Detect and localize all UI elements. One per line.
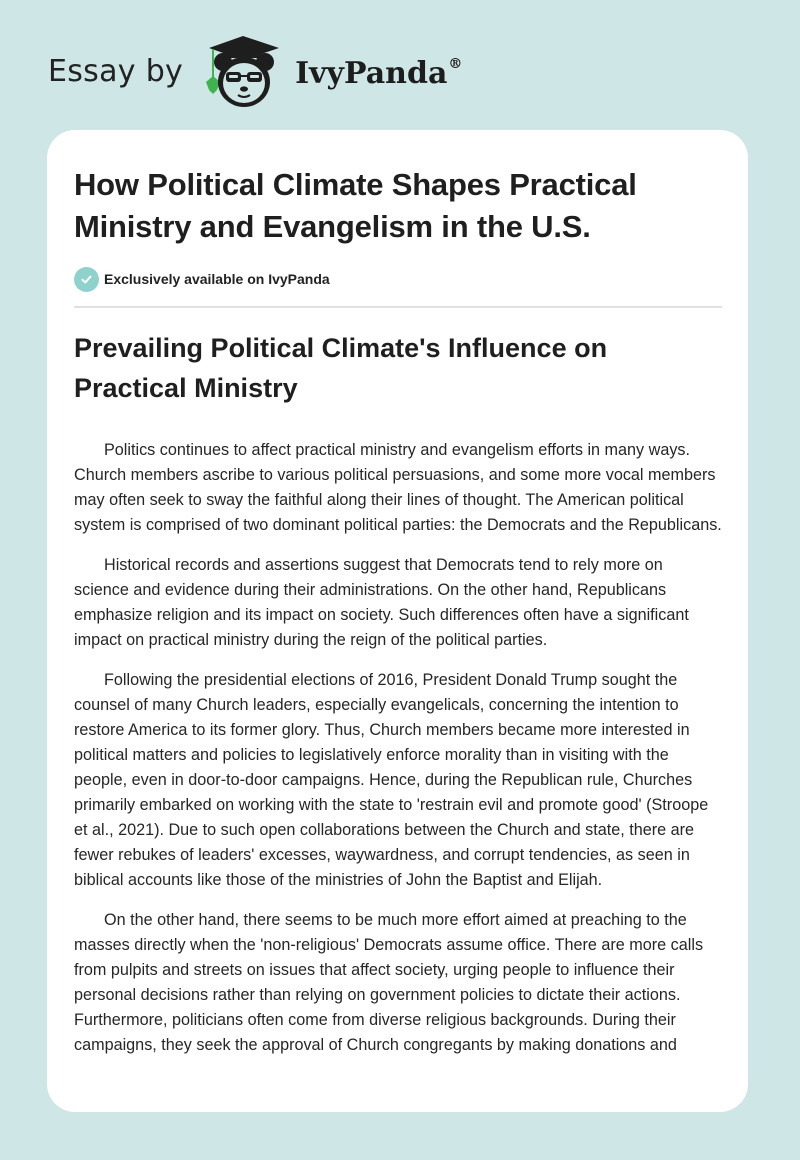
exclusive-badge bbox=[74, 266, 722, 292]
paragraph: Following the presidential elections of 2016, President Donald Trump sought the counsel of many Church leaders, especially evangelicals, concerning the intention to restore America to its former glory. Thus, Church members became more interested in political matters and policies to legislatively enforce morality than in visiting with the people, even in door-to-door campaigns. Hence, during the Republican rule, Churches primarily embarked on working with the state to 'restrain evil and promote good' (Stroope et al., 2021). Due to such open collaborations between the Church and state, there are fewer rebukes of leaders' excesses, waywardness, and corrupt tendencies, as seen in biblical accounts like those of the ministries of John the Baptist and Elijah. bbox=[74, 671, 709, 889]
registered-mark: ® bbox=[448, 55, 463, 72]
brand-name-text: IvyPanda bbox=[295, 55, 448, 91]
brand-name[interactable] bbox=[295, 56, 462, 91]
divider bbox=[74, 306, 722, 308]
brand-header bbox=[48, 34, 462, 110]
paragraph: On the other hand, there seems to be much more effort aimed at preaching to the masses directly when the 'non-religious' Democrats assume office. There are more calls from pulpits and streets on issues that affect society, urging people to influence their personal decisions rather than relying on government policies to dictate their actions. Furthermore, politicians often come from diverse religious backgrounds. During their campaigns, they seek the approval of Church congregants by making donations and bbox=[74, 911, 704, 1054]
paragraph: Historical records and assertions suggest that Democrats tend to rely more on science and evidence during their administrations. On the other hand, Republicans emphasize religion and its impact on society. Such differences often have a significant impact on practical ministry during the reign of the political parties. bbox=[74, 556, 689, 649]
panda-graduation-cap-icon[interactable] bbox=[201, 34, 287, 110]
brand-prefix: Essay by bbox=[48, 53, 184, 89]
essay-title: How Political Climate Shapes Practical Ministry and Evangelism in the U.S. bbox=[74, 167, 637, 244]
section-heading: Prevailing Political Climate's Influence on Practical Ministry bbox=[74, 333, 608, 403]
check-circle-icon bbox=[74, 267, 99, 292]
essay-card bbox=[47, 130, 748, 1112]
paragraph: Politics continues to affect practical ministry and evangelism efforts in many ways. Church members ascribe to various political persuasions, and some more vocal members may often seek to sway the faithful along their lines of thought. The American political system is comprised of two dominant political parties: the Democrats and the Republicans. bbox=[74, 441, 722, 534]
exclusive-label: Exclusively available on IvyPanda bbox=[104, 271, 330, 287]
